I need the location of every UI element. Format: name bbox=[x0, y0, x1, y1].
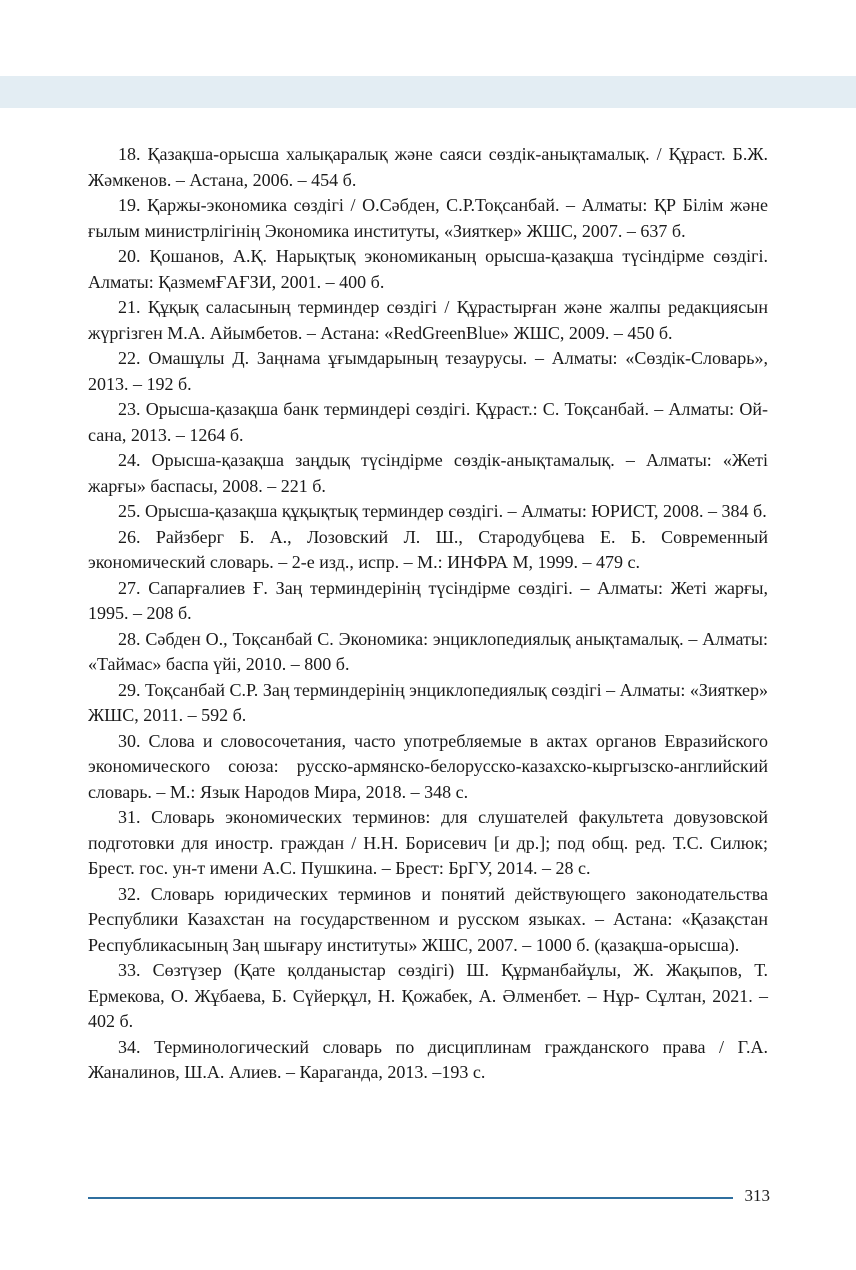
reference-item: 30. Слова и словосочетания, часто употребляемые в актах органов Евразийского экономического союза: русско-армянско-белорусско-казахско-кыргызско-английский словарь. – М.: Язык Народов Мира, 2018. – 348 с. bbox=[88, 730, 768, 802]
reference-item: 18. Қазақша-орысша халықаралық және саяси сөздік-анықтамалық. / Құраст. Б.Ж. Жәмкенов. – Астана, 2006. – 454 б. bbox=[88, 144, 768, 190]
reference-item: 29. Тоқсанбай С.Р. Заң терминдерінің энциклопедиялық сөздігі – Алматы: «Зияткер» ЖШС, 2011. – 592 б. bbox=[88, 679, 768, 725]
page-number: 313 bbox=[744, 1186, 770, 1205]
reference-item: 34. Терминологический словарь по дисциплинам гражданского права / Г.А. Жаналинов, Ш.А. Алиев. – Караганда, 2013. –193 с. bbox=[88, 1036, 768, 1082]
reference-item: 32. Словарь юридических терминов и понятий действующего законодательства Республики Казахстан на государственном и русском языках. – Астана: «Қазақстан Республикасының Заң шығару институты» ЖШС, 2007. – 1000 б. (қазақша-орысша). bbox=[88, 883, 768, 955]
header-band bbox=[0, 76, 856, 108]
reference-item: 31. Словарь экономических терминов: для слушателей факультета довузовской подготовки для иностр. граждан / Н.Н. Борисевич [и др.]; под общ. ред. Т.С. Силюк; Брест. гос. ун-т имени А.С. Пушкина. – Брест: БрГУ, 2014. – 28 с. bbox=[88, 807, 768, 878]
reference-item: 28. Сәбден О., Тоқсанбай С. Экономика: энциклопедиялық анықтамалық. – Алматы: «Таймас» баспа үйі, 2010. – 800 б. bbox=[88, 628, 768, 674]
reference-item: 23. Орысша-қазақша банк терминдері сөздігі. Құраст.: С. Тоқсанбай. – Алматы: Ой-сана, 2013. – 1264 б. bbox=[88, 399, 768, 445]
reference-item: 26. Райзберг Б. А., Лозовский Л. Ш., Стародубцева Е. Б. Современный экономический словарь. – 2-е изд., испр. – М.: ИНФРА М, 1999. – 479 с. bbox=[88, 526, 768, 572]
reference-item: 33. Сөзтүзер (Қате қолданыстар сөздігі) Ш. Құрманбайұлы, Ж. Жақыпов, Т. Ермекова, О. Жұбаева, Б. Сүйерқұл, Н. Қожабек, А. Әлменбет. – Нұр- Сұлтан, 2021. – 402 б. bbox=[88, 960, 768, 1031]
reference-list bbox=[88, 142, 768, 1086]
reference-item: 22. Омашұлы Д. Заңнама ұғымдарының тезаурусы. – Алматы: «Сөздік-Словарь», 2013. – 192 б. bbox=[88, 348, 768, 394]
reference-item: 19. Қаржы-экономика сөздігі / О.Сәбден, С.Р.Тоқсанбай. – Алматы: ҚР Білім және ғылым министрлігінің Экономика институты, «Зияткер» ЖШС, 2007. – 637 б. bbox=[88, 195, 768, 241]
reference-item: 20. Қошанов, А.Қ. Нарықтық экономиканың орысша-қазақша түсіндірме сөздігі. Алматы: ҚазмемҒАҒЗИ, 2001. – 400 б. bbox=[88, 246, 768, 292]
reference-item: 25. Орысша-қазақша құқықтық терминдер сөздігі. – Алматы: ЮРИСТ, 2008. – 384 б. bbox=[118, 501, 767, 521]
reference-item: 27. Сапарғалиев Ғ. Заң терминдерінің түсіндірме сөздігі. – Алматы: Жеті жарғы, 1995. – 208 б. bbox=[88, 577, 768, 623]
footer-rule bbox=[88, 1197, 733, 1199]
reference-item: 21. Құқық саласының терминдер сөздігі / Құрастырған және жалпы редакциясын жүргізген М.А. Айымбетов. – Астана: «RedGreenBlue» ЖШС, 2009. – 450 б. bbox=[88, 297, 768, 343]
reference-item: 24. Орысша-қазақша заңдық түсіндірме сөздік-анықтамалық. – Алматы: «Жеті жарғы» баспасы, 2008. – 221 б. bbox=[88, 450, 768, 496]
